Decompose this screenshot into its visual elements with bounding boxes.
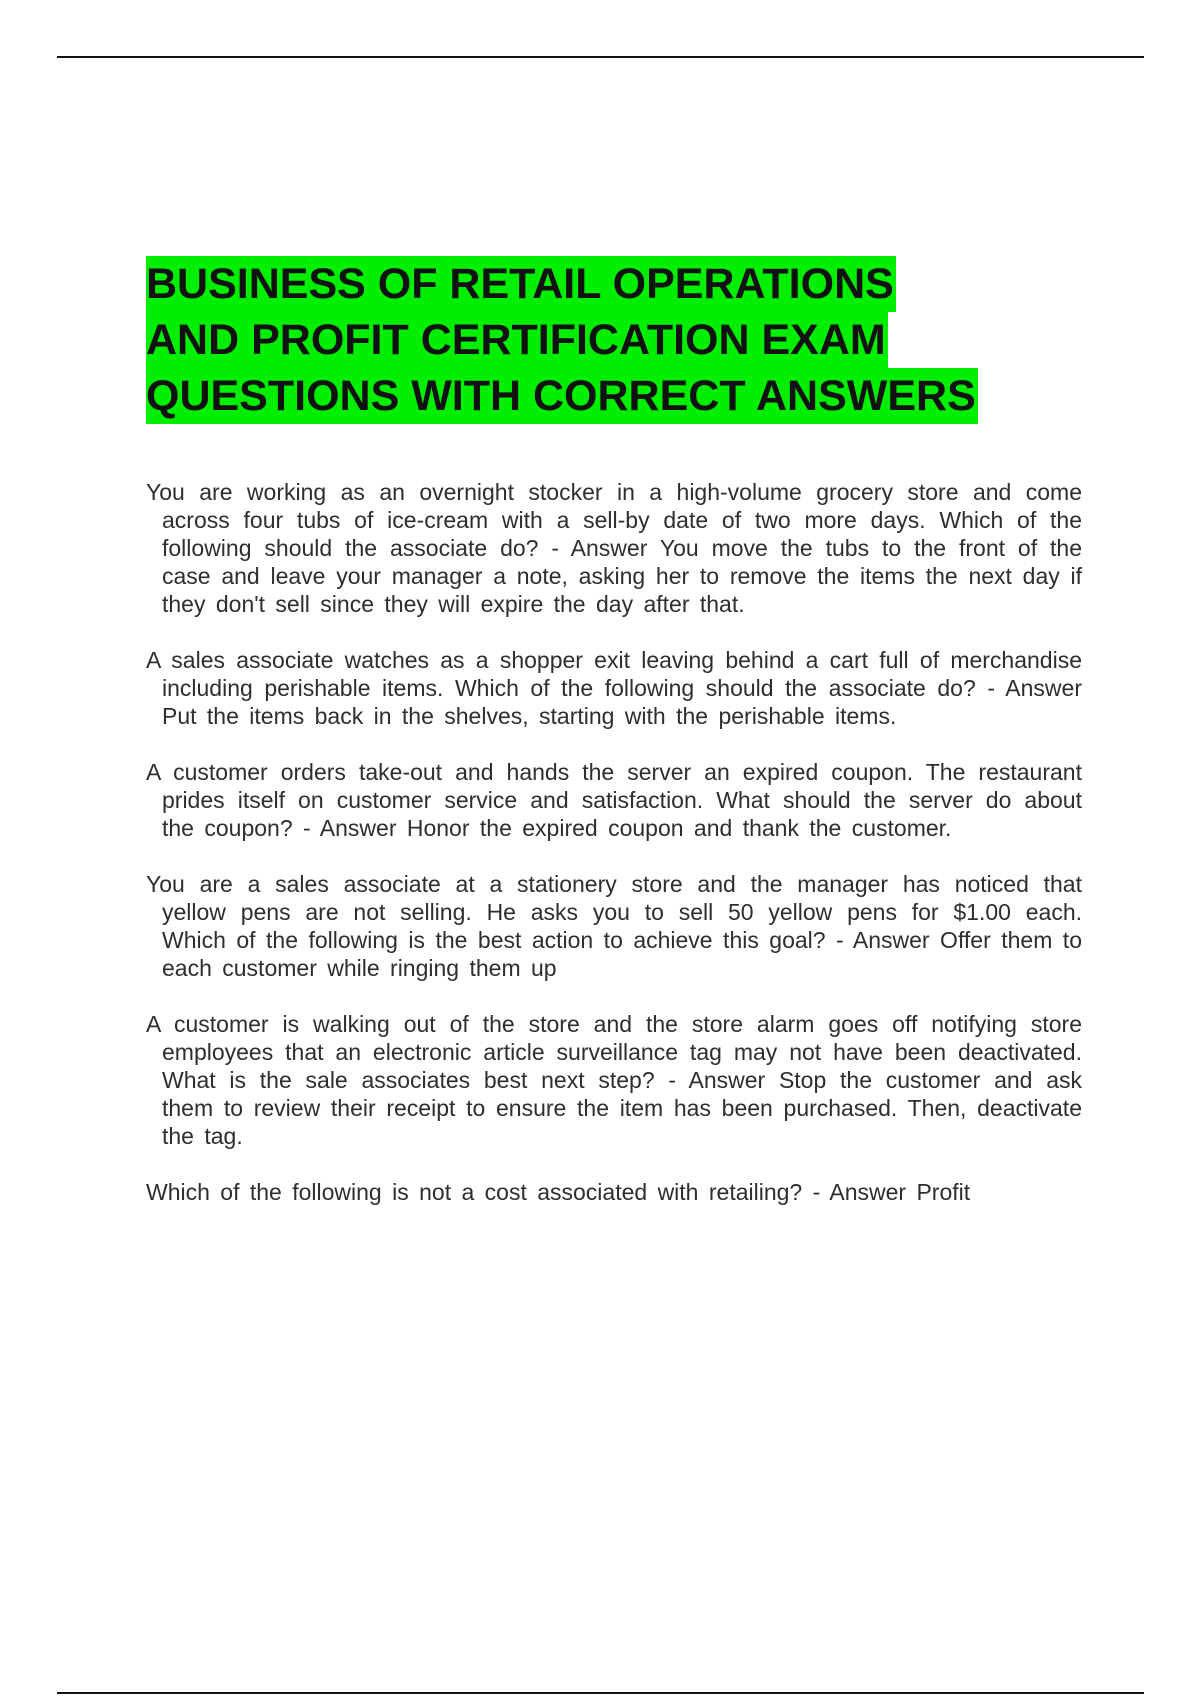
qa-item: You are working as an overnight stocker in a high-volume grocery store and come across four tubs of ice-cream with a sell-by date of two more days. Which of the following should the associate do? - Answer You move the tubs to the front of the case and leave your manager a note, asking her to remove the items the next day if they don't sell since they will expire the day after that. [146, 479, 1082, 617]
title-line: AND PROFIT CERTIFICATION EXAM [146, 312, 888, 368]
qa-item: Which of the following is not a cost associated with retailing? - Answer Profit [146, 1179, 971, 1205]
qa-item: You are a sales associate at a stationery store and the manager has noticed that yellow pens are not selling. He asks you to sell 50 yellow pens for $1.00 each. Which of the following is the best action to achieve this goal? - Answer Offer them to each customer while ringing them up [146, 871, 1082, 981]
qa-item: A sales associate watches as a shopper exit leaving behind a cart full of merchandise including perishable items. Which of the following should the associate do? - Answer Put the items back in the shelves, starting with the perishable items. [146, 647, 1082, 729]
qa-item: A customer is walking out of the store and the store alarm goes off notifying store employees that an electronic article surveillance tag may not have been deactivated. What is the sale associates best next step? - Answer Stop the customer and ask them to review their receipt to ensure the item has been purchased. Then, deactivate the tag. [146, 1011, 1082, 1149]
document-title [146, 256, 1106, 424]
title-line: QUESTIONS WITH CORRECT ANSWERS [146, 368, 978, 424]
bottom-rule [57, 1692, 1144, 1694]
question-answer-list [146, 478, 1082, 1234]
title-line: BUSINESS OF RETAIL OPERATIONS [146, 256, 896, 312]
top-rule [57, 56, 1144, 58]
qa-item: A customer orders take-out and hands the server an expired coupon. The restaurant prides itself on customer service and satisfaction. What should the server do about the coupon? - Answer Honor the expired coupon and thank the customer. [146, 759, 1082, 841]
